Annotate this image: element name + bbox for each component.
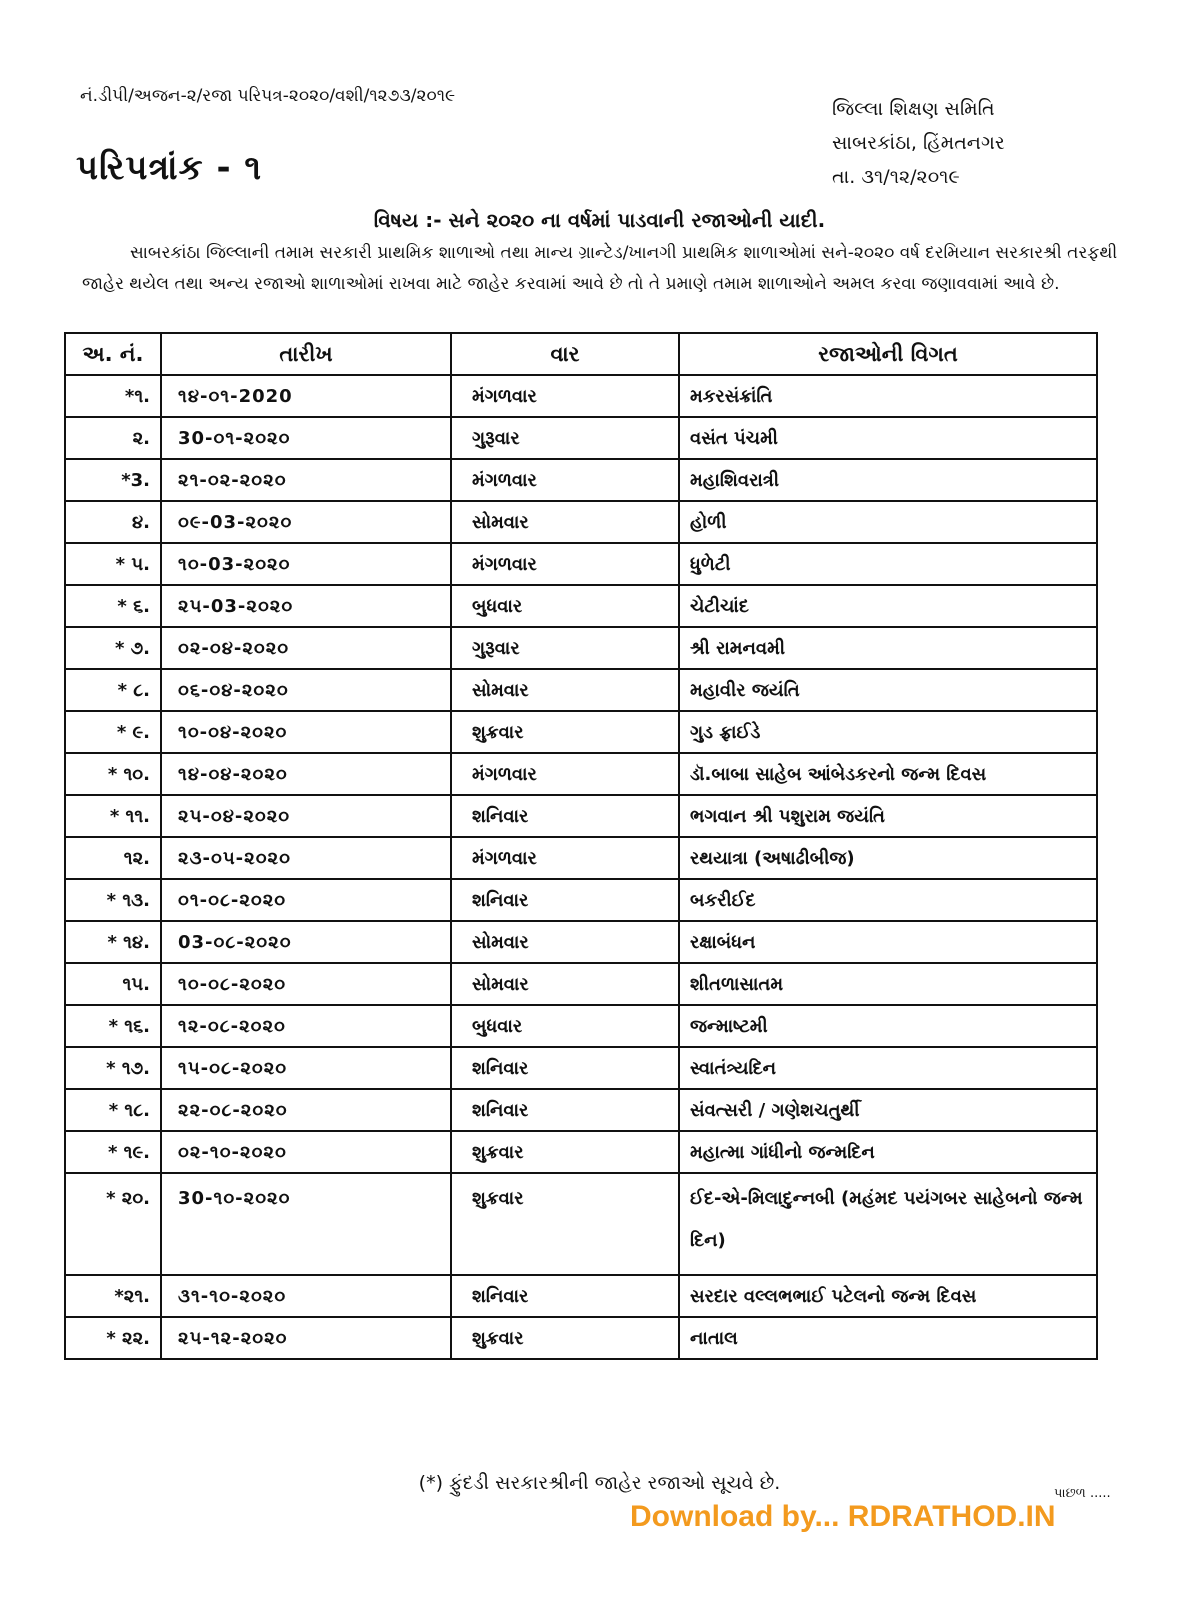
serial-cell: * ૬. — [65, 585, 161, 627]
header-day: વાર — [451, 333, 679, 375]
holiday-cell: મહાત્મા ગાંધીનો જન્મદિન — [679, 1131, 1097, 1173]
table-row — [65, 669, 1097, 711]
table-row — [65, 921, 1097, 963]
holiday-cell: ચેટીચાંદ — [679, 585, 1097, 627]
serial-cell: ૧૨. — [65, 837, 161, 879]
holiday-cell: રથયાત્રા (અષાઢીબીજ) — [679, 837, 1097, 879]
header-holiday: રજાઓની વિગત — [679, 333, 1097, 375]
day-cell: સોમવાર — [451, 963, 679, 1005]
holiday-cell: મકરસંક્રાંતિ — [679, 375, 1097, 417]
day-cell: શુક્રવાર — [451, 711, 679, 753]
table-row — [65, 627, 1097, 669]
date-cell: ૦૧-૦૮-૨૦૨૦ — [161, 879, 451, 921]
date-cell: 30-૦૧-૨૦૨૦ — [161, 417, 451, 459]
serial-cell: *૧. — [65, 375, 161, 417]
holiday-cell: શ્રી રામનવમી — [679, 627, 1097, 669]
date-cell: ૧૨-૦૮-૨૦૨૦ — [161, 1005, 451, 1047]
table-row — [65, 1173, 1097, 1275]
day-cell: શુક્રવાર — [451, 1317, 679, 1359]
table-row — [65, 963, 1097, 1005]
org-name: જિલ્લા શિક્ષણ સમિતિ — [832, 98, 995, 120]
intro-text: સાબરકાંઠા જિલ્લાની તમામ સરકારી પ્રાથમિક શાળાઓ તથા માન્ય ગ્રાન્ટેડ/ખાનગી પ્રાથમિક શાળાઓમાં સને-૨૦૨૦ વર્ષ દરમિયાન સરકારશ્રી તરફથી જાહેર થયેલ તથા અન્ય રજાઓ શાળાઓમાં રાખવા માટે જાહેર કરવામાં આવે છે તો તે પ્રમાણે તમામ શાળાઓને અમલ કરવા જણાવવામાં આવે છે. — [82, 243, 1118, 294]
serial-cell: * ૯. — [65, 711, 161, 753]
table-row — [65, 837, 1097, 879]
table-row — [65, 543, 1097, 585]
date-cell: ૦૨-૧૦-૨૦૨૦ — [161, 1131, 451, 1173]
date-cell: ૦૨-૦૪-૨૦૨૦ — [161, 627, 451, 669]
date-cell: ૧૪-૦૧-2020 — [161, 375, 451, 417]
day-cell: સોમવાર — [451, 921, 679, 963]
date-cell: 30-૧૦-૨૦૨૦ — [161, 1173, 451, 1275]
table-row — [65, 753, 1097, 795]
watermark: Download by... RDRATHOD.IN — [630, 1500, 1056, 1533]
holiday-cell: રક્ષાબંધન — [679, 921, 1097, 963]
holiday-cell: સંવત્સરી / ગણેશચતુર્થી — [679, 1089, 1097, 1131]
day-cell: મંગળવાર — [451, 543, 679, 585]
serial-cell: ૪. — [65, 501, 161, 543]
serial-cell: ૧૫. — [65, 963, 161, 1005]
subject-line: વિષય :- સને ૨૦૨૦ ના વર્ષમાં પાડવાની રજાઓની યાદી. — [373, 208, 826, 232]
serial-cell: * ૧૯. — [65, 1131, 161, 1173]
table-row — [65, 417, 1097, 459]
date-cell: ૧૦-03-૨૦૨૦ — [161, 543, 451, 585]
table-row — [65, 1089, 1097, 1131]
day-cell: શનિવાર — [451, 795, 679, 837]
serial-cell: *3. — [65, 459, 161, 501]
holiday-cell: નાતાલ — [679, 1317, 1097, 1359]
serial-cell: * ૨૦. — [65, 1173, 161, 1275]
holiday-cell: હોળી — [679, 501, 1097, 543]
table-row — [65, 1131, 1097, 1173]
date-cell: ૦૯-03-૨૦૨૦ — [161, 501, 451, 543]
serial-cell: * ૭. — [65, 627, 161, 669]
serial-cell: * ૫. — [65, 543, 161, 585]
reference-number: નં.ડીપી/અજન-૨/રજા પરિપત્ર-૨૦૨૦/વશી/૧૨૭૩/૨૦૧૯ — [80, 86, 456, 106]
table-row — [65, 375, 1097, 417]
day-cell: મંગળવાર — [451, 753, 679, 795]
table-row — [65, 1317, 1097, 1359]
holiday-table — [64, 332, 1098, 1360]
day-cell: મંગળવાર — [451, 459, 679, 501]
table-row — [65, 879, 1097, 921]
org-location: સાબરકાંઠા, હિંમતનગર — [832, 132, 1005, 154]
day-cell: શનિવાર — [451, 1275, 679, 1317]
holiday-cell: ગુડ ફ્રાઈડે — [679, 711, 1097, 753]
table-row — [65, 1047, 1097, 1089]
holiday-cell: જન્માષ્ટમી — [679, 1005, 1097, 1047]
holiday-cell: સરદાર વલ્લભભાઈ પટેલનો જન્મ દિવસ — [679, 1275, 1097, 1317]
holiday-cell: ઈદ-એ-મિલાદુન્નબી (મહંમદ પયંગબર સાહેબનો જન્મ દિન) — [679, 1173, 1097, 1275]
header-date: તારીખ — [161, 333, 451, 375]
serial-cell: *૨૧. — [65, 1275, 161, 1317]
day-cell: બુધવાર — [451, 1005, 679, 1047]
holiday-cell: ભગવાન શ્રી પશુરામ જયંતિ — [679, 795, 1097, 837]
holiday-cell: ધુળેટી — [679, 543, 1097, 585]
date-cell: ૧૦-૦૪-૨૦૨૦ — [161, 711, 451, 753]
serial-cell: * ૧૦. — [65, 753, 161, 795]
table-row — [65, 795, 1097, 837]
date-cell: ૨૫-૦૪-૨૦૨૦ — [161, 795, 451, 837]
issue-date: તા. ૩૧/૧૨/૨૦૧૯ — [832, 166, 960, 188]
date-cell: ૩૧-૧૦-૨૦૨૦ — [161, 1275, 451, 1317]
footnote: (*) ફુંદડી સરકારશ્રીની જાહેર રજાઓ સૂચવે છે. — [418, 1472, 781, 1494]
serial-cell: * ૧૮. — [65, 1089, 161, 1131]
date-cell: ૦૬-૦૪-૨૦૨૦ — [161, 669, 451, 711]
day-cell: સોમવાર — [451, 501, 679, 543]
holiday-cell: સ્વાતંત્ર્યદિન — [679, 1047, 1097, 1089]
date-cell: ૧૫-૦૮-૨૦૨૦ — [161, 1047, 451, 1089]
serial-cell: * ૮. — [65, 669, 161, 711]
table-row — [65, 1275, 1097, 1317]
date-cell: ૨૨-૦૮-૨૦૨૦ — [161, 1089, 451, 1131]
serial-cell: ૨. — [65, 417, 161, 459]
day-cell: શુક્રવાર — [451, 1173, 679, 1275]
serial-cell: * ૨૨. — [65, 1317, 161, 1359]
table-row — [65, 711, 1097, 753]
day-cell: ગુરૂવાર — [451, 417, 679, 459]
holiday-cell: મહાવીર જયંતિ — [679, 669, 1097, 711]
intro-paragraph — [82, 238, 1122, 300]
holiday-cell: બકરીઈદ — [679, 879, 1097, 921]
circular-title: પરિપત્રાંક - ૧ — [76, 148, 263, 188]
day-cell: મંગળવાર — [451, 837, 679, 879]
serial-cell: * ૧૪. — [65, 921, 161, 963]
serial-cell: * ૧૬. — [65, 1005, 161, 1047]
date-cell: ૨૩-૦૫-૨૦૨૦ — [161, 837, 451, 879]
header-serial: અ. નં. — [65, 333, 161, 375]
serial-cell: * ૧૩. — [65, 879, 161, 921]
day-cell: શનિવાર — [451, 1047, 679, 1089]
day-cell: શનિવાર — [451, 879, 679, 921]
day-cell: મંગળવાર — [451, 375, 679, 417]
serial-cell: * ૧૧. — [65, 795, 161, 837]
holiday-cell: શીતળાસાતમ — [679, 963, 1097, 1005]
date-cell: ૧૦-૦૮-૨૦૨૦ — [161, 963, 451, 1005]
day-cell: બુધવાર — [451, 585, 679, 627]
holiday-cell: વસંત પંચમી — [679, 417, 1097, 459]
table-header-row — [65, 333, 1097, 375]
table-row — [65, 1005, 1097, 1047]
table-row — [65, 459, 1097, 501]
day-cell: શનિવાર — [451, 1089, 679, 1131]
holiday-cell: ડૉ.બાબા સાહેબ આંબેડકરનો જન્મ દિવસ — [679, 753, 1097, 795]
date-cell: ૨૫-03-૨૦૨૦ — [161, 585, 451, 627]
serial-cell: * ૧૭. — [65, 1047, 161, 1089]
date-cell: ૨૫-૧૨-૨૦૨૦ — [161, 1317, 451, 1359]
table-row — [65, 501, 1097, 543]
holiday-cell: મહાશિવરાત્રી — [679, 459, 1097, 501]
date-cell: ૧૪-૦૪-૨૦૨૦ — [161, 753, 451, 795]
date-cell: ૨૧-૦૨-૨૦૨૦ — [161, 459, 451, 501]
day-cell: શુક્રવાર — [451, 1131, 679, 1173]
date-cell: 03-૦૮-૨૦૨૦ — [161, 921, 451, 963]
day-cell: સોમવાર — [451, 669, 679, 711]
turn-over-note: પાછળ ..... — [1054, 1486, 1111, 1501]
table-row — [65, 585, 1097, 627]
day-cell: ગુરૂવાર — [451, 627, 679, 669]
issuing-office — [832, 92, 1005, 194]
